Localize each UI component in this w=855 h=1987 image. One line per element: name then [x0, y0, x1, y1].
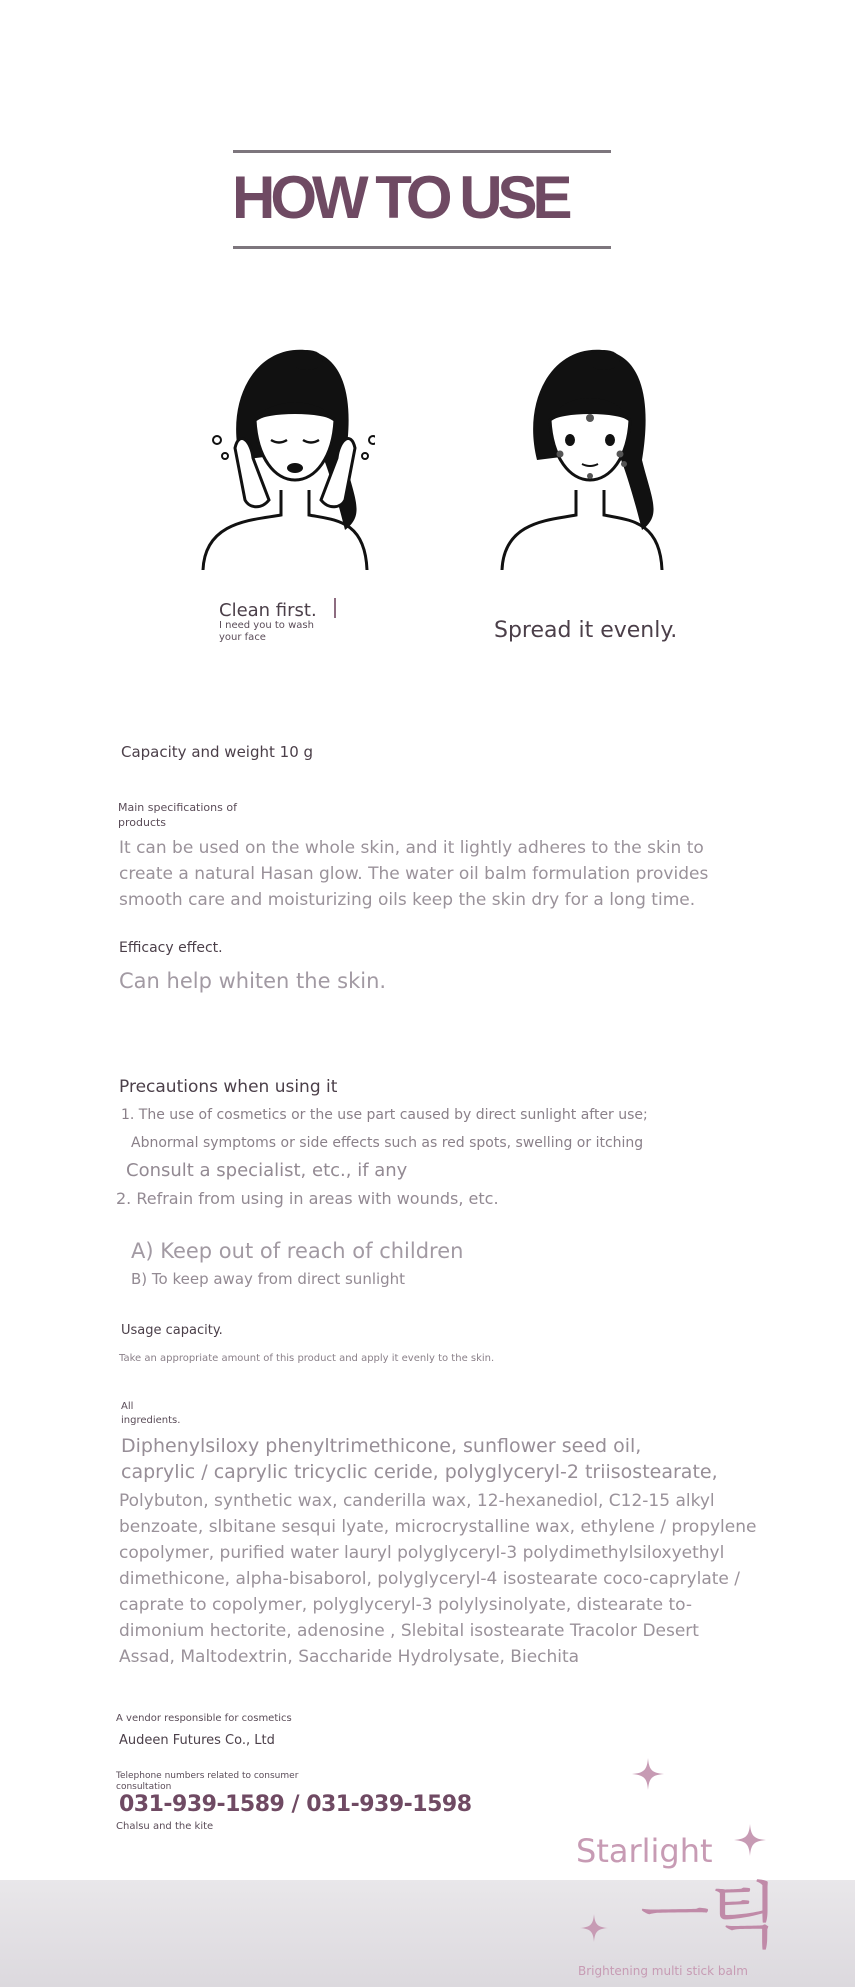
usage-heading: Usage capacity.	[121, 1323, 223, 1338]
phone-number: 031-939-1589 / 031-939-1598	[119, 1792, 472, 1817]
precaution-line-5: A) Keep out of reach of children	[131, 1239, 464, 1263]
precaution-line-3: Consult a specialist, etc., if any	[126, 1160, 408, 1181]
sparkle-icon	[734, 1824, 766, 1856]
title-bottom-rule	[233, 246, 611, 249]
ingredients-rest: Polybuton, synthetic wax, canderilla wax, 12-hexanediol, C12-15 alkyl benzoate, slbitane sesqui lyate, microcrystalline wax, ethylene / propylene copolymer, purified water lauryl polyglyceryl-3 polydimethylsiloxyethyl dimethicone, alpha-bisaborol, polyglyceryl-4 isostearate coco-caprylate / caprate to copolymer, polyglyceryl-3 polylysinolyate, distearate to-dimonium hectorite, adenosine , Slebital isostearate Tracolor Desert Assad, Maltodextrin, Saccharide Hydrolysate, Biechita	[119, 1491, 757, 1667]
woman-washing-face-icon	[195, 340, 375, 580]
precaution-line-6: B) To keep away from direct sunlight	[131, 1270, 406, 1288]
step-1-title: Clean first.	[219, 600, 317, 621]
woman-applying-balm-icon	[492, 340, 672, 580]
specs-text: It can be used on the whole skin, and it lightly adheres to the skin to create a natural Hasan glow. The water oil balm formulation provides smooth care and moisturizing oils keep the skin dry for a long time.	[119, 838, 709, 910]
usage-text: Take an appropriate amount of this product and apply it evenly to the skin.	[119, 1353, 495, 1364]
specs-heading: Main specifications of products	[118, 801, 237, 829]
brand-tagline: Brightening multi stick balm	[578, 1964, 748, 1978]
efficacy-text: Can help whiten the skin.	[119, 969, 387, 993]
vendor-label: A vendor responsible for cosmetics	[116, 1713, 292, 1724]
precaution-line-2: Abnormal symptoms or side effects such as red spots, swelling or itching	[131, 1135, 644, 1151]
step-1-marker	[334, 598, 336, 618]
phone-label: Telephone numbers related to consumer consultation	[116, 1771, 299, 1792]
precaution-line-4: 2. Refrain from using in areas with wounds, etc.	[116, 1189, 499, 1208]
vendor-note: Chalsu and the kite	[116, 1821, 214, 1832]
precautions-heading: Precautions when using it	[119, 1077, 338, 1097]
vendor-name: Audeen Futures Co., Ltd	[119, 1733, 275, 1748]
brand-name: Starlight	[576, 1832, 713, 1870]
step-1-subtitle: I need you to wash your face	[219, 620, 314, 643]
sparkle-icon	[632, 1758, 664, 1790]
title-top-rule	[233, 150, 611, 153]
step-2-title: Spread it evenly.	[494, 618, 678, 643]
ingredients-lead: Diphenylsiloxy phenyltrimethicone, sunflower seed oil, caprylic / caprylic tricyclic ceride, polyglyceryl-2 triisostearate,	[121, 1435, 718, 1483]
precaution-line-1: 1. The use of cosmetics or the use part caused by direct sunlight after use;	[121, 1107, 648, 1123]
capacity-label: Capacity and weight 10 g	[121, 743, 314, 761]
brand-korean: ㅡ틱	[640, 1874, 780, 1958]
page-title: HOW TO USE	[232, 164, 568, 231]
sparkle-icon	[580, 1914, 608, 1942]
efficacy-heading: Efficacy effect.	[119, 940, 223, 956]
ingredients-heading: All ingredients.	[121, 1401, 181, 1426]
